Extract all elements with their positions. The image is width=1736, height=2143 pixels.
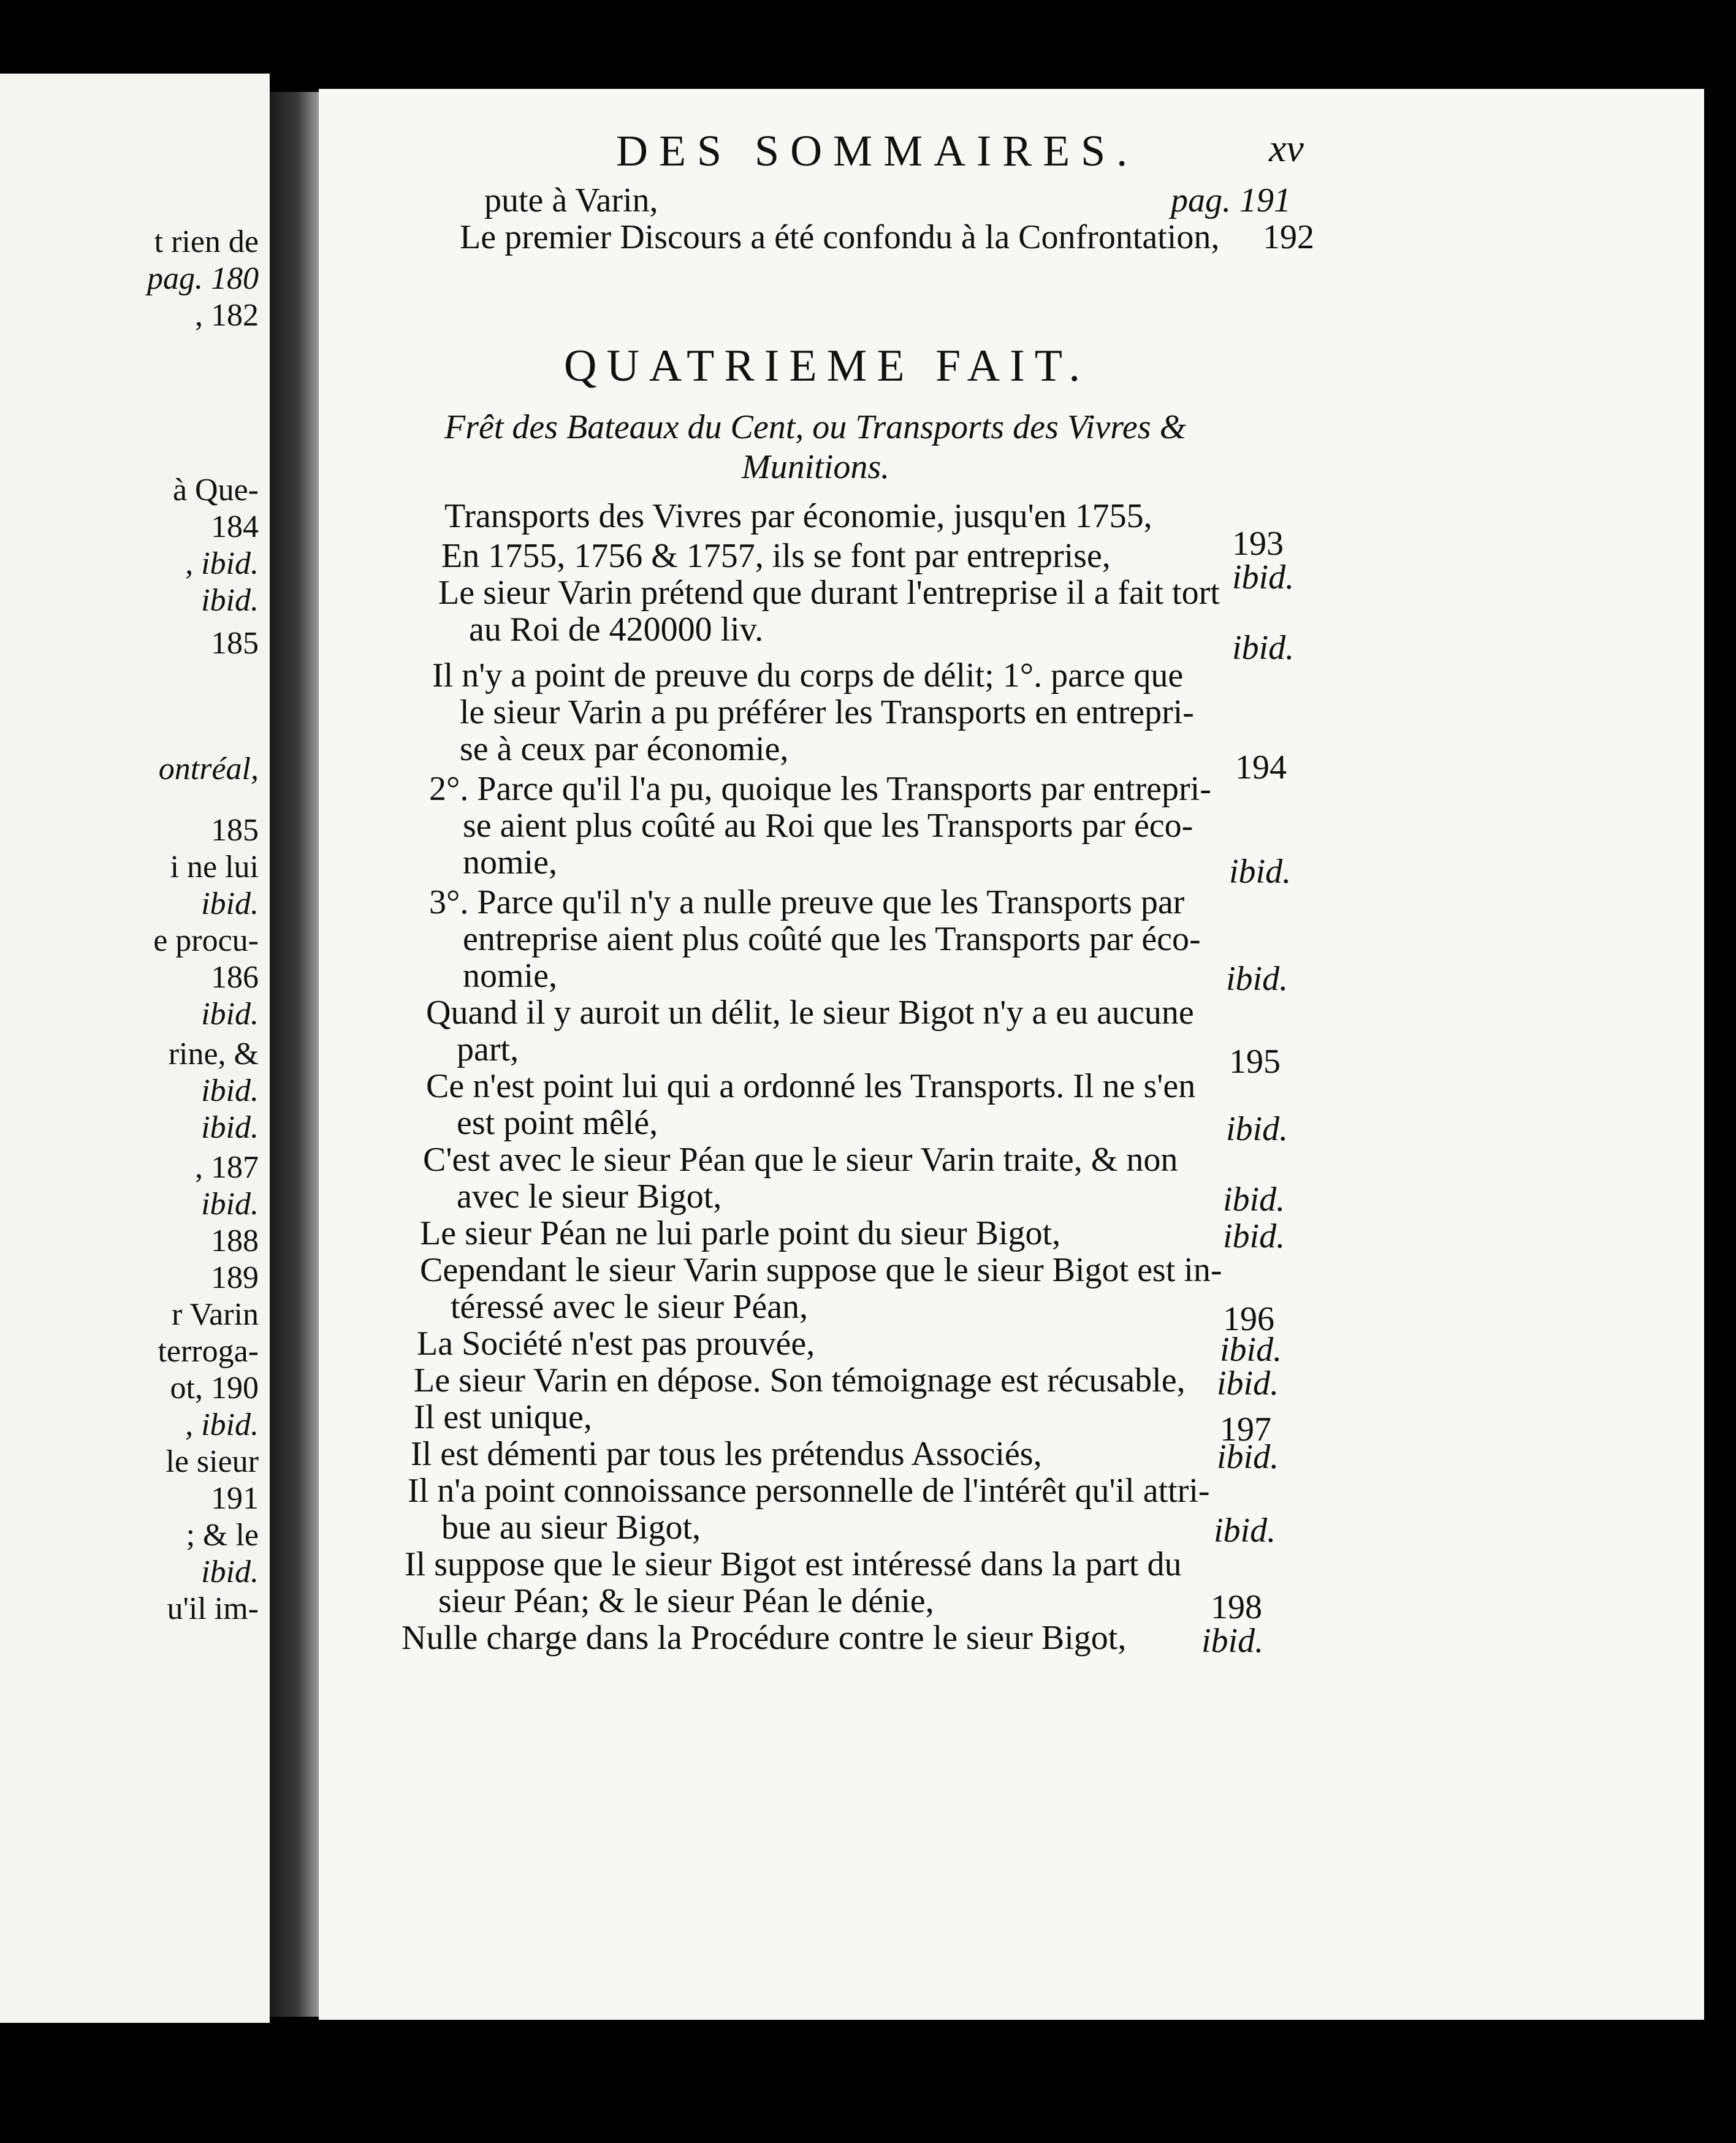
left-page-line: i ne lui xyxy=(170,850,259,885)
entry-text: Le sieur Varin prétend que durant l'entreprise il a fait tort xyxy=(438,574,1220,612)
entry-page-ref: 196 xyxy=(1223,1300,1274,1338)
entry-page-ref: 198 xyxy=(1211,1588,1262,1626)
entry-page-ref: ibid. xyxy=(1229,853,1292,891)
entry-text: En 1755, 1756 & 1757, ils se font par entreprise, xyxy=(441,537,1111,575)
entry-page-ref: ibid. xyxy=(1214,1512,1276,1550)
left-page-line: 188 xyxy=(211,1224,259,1258)
left-page-line: ibid. xyxy=(201,583,259,618)
left-page-line: le sieur xyxy=(166,1444,259,1479)
entry-text: Il n'a point connoissance personnelle de l'intérêt qu'il attri- xyxy=(408,1472,1210,1510)
left-page-line: terroga- xyxy=(158,1334,259,1369)
entry-text: nomie, xyxy=(463,843,557,881)
entry-page-ref: ibid. xyxy=(1226,960,1289,998)
left-page-line: r Varin xyxy=(171,1297,259,1332)
entry-text: Cependant le sieur Varin suppose que le sieur Bigot est in- xyxy=(420,1251,1222,1289)
entry-text: part, xyxy=(457,1030,519,1068)
entry-text: le sieur Varin a pu préférer les Transports en entrepri- xyxy=(460,693,1194,731)
entry-text: au Roi de 420000 liv. xyxy=(469,611,764,649)
entry-text: se à ceux par économie, xyxy=(460,730,789,768)
entry-page-ref: ibid. xyxy=(1217,1438,1279,1476)
entry-page-ref: 192 xyxy=(1263,218,1314,256)
entry-text: Il n'y a point de preuve du corps de délit; 1°. parce que xyxy=(432,657,1184,695)
section-subheading: Munitions. xyxy=(742,448,890,486)
left-page-line: ibid. xyxy=(201,997,259,1032)
left-page-line: ibid. xyxy=(201,886,259,921)
entry-page-ref: ibid. xyxy=(1232,558,1295,596)
left-page-line: t rien de xyxy=(154,224,259,259)
entry-text: Le sieur Varin en dépose. Son témoignage est récusable, xyxy=(414,1361,1186,1399)
entry-text: Il suppose que le sieur Bigot est intéressé dans la part du xyxy=(405,1545,1182,1583)
entry-page-ref: pag. 191 xyxy=(1171,181,1291,219)
running-head: DES SOMMAIRES. xyxy=(616,126,1139,175)
left-page-line: pag. 180 xyxy=(147,261,259,296)
entry-page-ref: ibid. xyxy=(1226,1110,1289,1148)
entry-page-ref: ibid. xyxy=(1220,1331,1282,1369)
left-page-line: , ibid. xyxy=(185,546,259,581)
entry-text: Il est démenti par tous les prétendus Associés, xyxy=(411,1435,1042,1473)
left-page-line: 185 xyxy=(211,813,259,848)
left-page-line: ibid. xyxy=(201,1073,259,1108)
left-page-line: e procu- xyxy=(153,923,259,958)
entry-text: avec le sieur Bigot, xyxy=(457,1178,722,1216)
entry-text: Il est unique, xyxy=(414,1398,592,1436)
entry-page-ref: 193 xyxy=(1232,525,1284,563)
left-page-line: , 182 xyxy=(195,298,259,333)
page-folio: xv xyxy=(1269,126,1304,170)
entry-text: 3°. Parce qu'il n'y a nulle preuve que les Transports par xyxy=(429,883,1185,921)
entry-text: C'est avec le sieur Péan que le sieur Varin traite, & non xyxy=(423,1141,1178,1179)
left-page-line: à Que- xyxy=(172,473,259,508)
entry-text: Transports des Vivres par économie, jusqu'en 1755, xyxy=(444,497,1152,535)
left-page-line: , 187 xyxy=(195,1150,259,1185)
entry-text: Quand il y auroit un délit, le sieur Bigot n'y a eu aucune xyxy=(426,994,1194,1032)
entry-text: bue au sieur Bigot, xyxy=(441,1509,701,1547)
left-page-line: ibid. xyxy=(201,1110,259,1145)
entry-text: La Société n'est pas prouvée, xyxy=(417,1325,815,1363)
left-page-line: 185 xyxy=(211,626,259,661)
entry-text: Le sieur Péan ne lui parle point du sieur Bigot, xyxy=(420,1214,1061,1252)
left-page-line: 186 xyxy=(211,960,259,995)
entry-text: Ce n'est point lui qui a ordonné les Transports. Il ne s'en xyxy=(426,1067,1196,1105)
entry-page-ref: 194 xyxy=(1235,748,1287,786)
entry-text: est point mêlé, xyxy=(457,1104,658,1142)
entry-text: Nulle charge dans la Procédure contre le sieur Bigot, xyxy=(402,1619,1127,1657)
left-page-line: ibid. xyxy=(201,1187,259,1222)
section-subheading: Frêt des Bateaux du Cent, ou Transports des Vivres & xyxy=(444,408,1187,446)
left-page-line: rine, & xyxy=(168,1037,259,1072)
left-page-line: 189 xyxy=(211,1260,259,1295)
entry-text: pute à Varin, xyxy=(484,181,658,219)
entry-text: sieur Péan; & le sieur Péan le dénie, xyxy=(438,1582,934,1620)
left-page-line: 184 xyxy=(211,509,259,544)
left-page-line: ibid. xyxy=(201,1555,259,1589)
left-page-line: , ibid. xyxy=(185,1407,259,1442)
left-facing-page xyxy=(0,74,270,2023)
entry-page-ref: 195 xyxy=(1229,1043,1281,1081)
entry-page-ref: ibid. xyxy=(1217,1365,1279,1403)
entry-text: nomie, xyxy=(463,957,557,995)
entry-page-ref: ibid. xyxy=(1223,1217,1285,1255)
entry-text: Le premier Discours a été confondu à la Confrontation, xyxy=(460,218,1220,256)
entry-page-ref: ibid. xyxy=(1232,629,1295,667)
entry-page-ref: ibid. xyxy=(1201,1622,1264,1660)
entry-text: 2°. Parce qu'il l'a pu, quoique les Transports par entrepri- xyxy=(429,770,1211,808)
left-page-line: ontréal, xyxy=(158,752,259,786)
entry-text: se aient plus coûté au Roi que les Transports par éco- xyxy=(463,807,1194,845)
left-page-line: ot, 190 xyxy=(170,1371,259,1406)
entry-page-ref: 197 xyxy=(1220,1410,1271,1448)
left-page-line: ; & le xyxy=(186,1518,259,1553)
entry-page-ref: ibid. xyxy=(1223,1181,1285,1219)
left-page-line: u'il im- xyxy=(167,1591,259,1626)
left-page-line: 191 xyxy=(211,1481,259,1516)
entry-text: téressé avec le sieur Péan, xyxy=(451,1288,809,1326)
entry-text: entreprise aient plus coûté que les Transports par éco- xyxy=(463,920,1201,958)
section-heading: QUATRIEME FAIT. xyxy=(564,341,1090,391)
